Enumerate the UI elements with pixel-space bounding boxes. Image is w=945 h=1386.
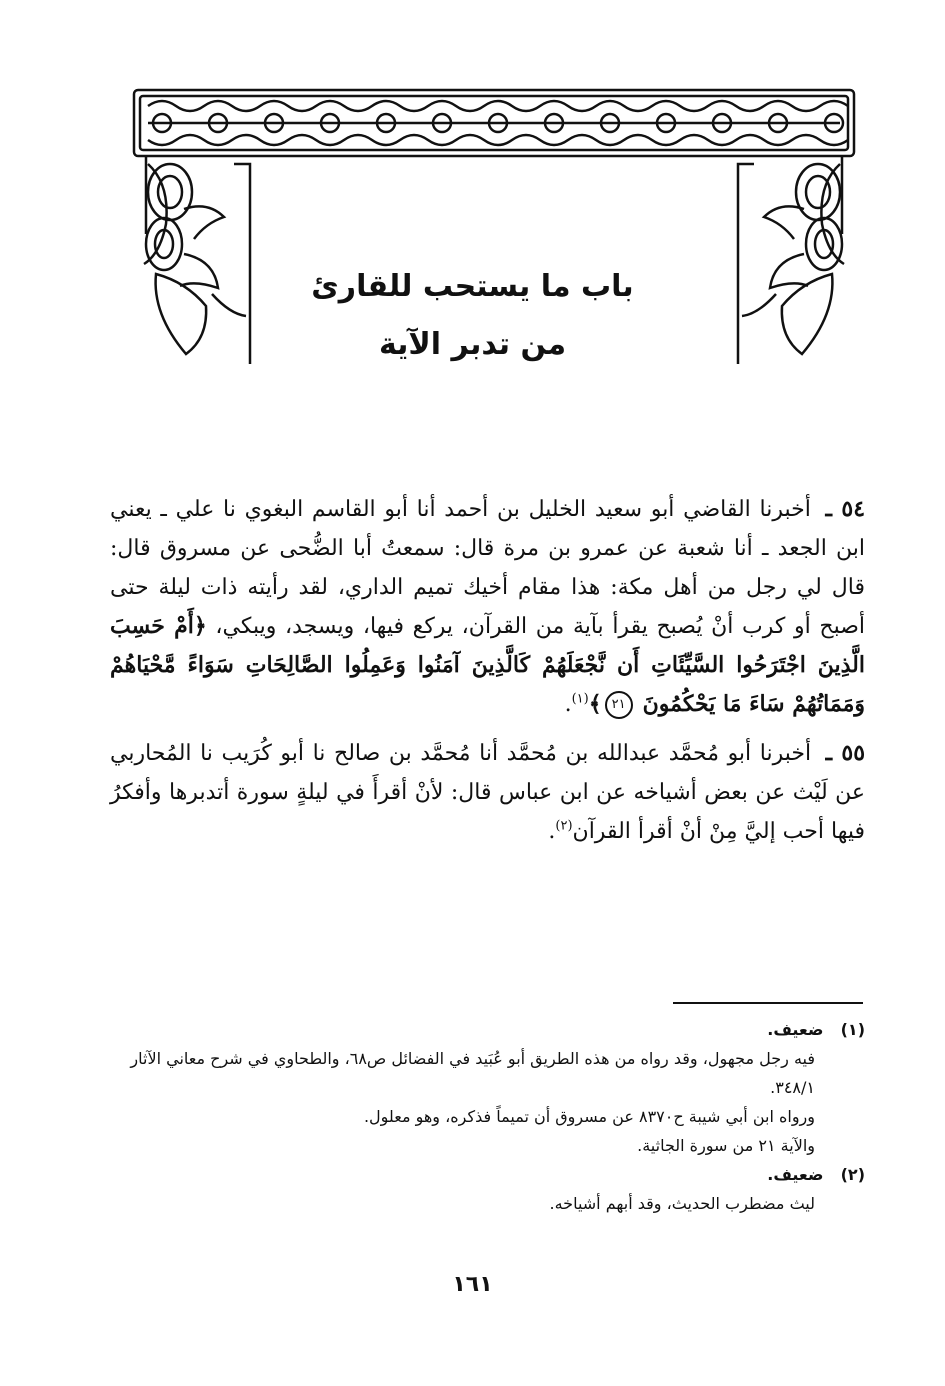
footnote-text: والآية ٢١ من سورة الجاثية. <box>637 1136 815 1155</box>
quran-verse: ﴿أَمْ حَسِبَ الَّذِينَ اجْتَرَحُوا السَّيِّئَاتِ أَن نَّجْعَلَهُمْ كَالَّذِينَ آمَنُوا وَعَمِلُوا الصَّالِحَاتِ سَوَاءً مَّحْيَاهُمْ وَمَمَاتُهُمْ سَاءَ مَا يَحْكُمُونَ <box>110 613 865 717</box>
footnote-ref: (٢) <box>555 818 573 834</box>
hadith-number: ٥٥ ـ <box>825 740 866 766</box>
footnote-text: ليث مضطرب الحديث، وقد أبهم أشياخه. <box>549 1194 815 1213</box>
footnote-number: (٢) <box>840 1165 865 1184</box>
chapter-title-line-2: من تدبر الآية <box>378 327 567 362</box>
hadith-55 <box>110 734 865 851</box>
hadith-number: ٥٤ ـ <box>825 496 866 522</box>
footnote-grade: ضعيف. <box>767 1020 824 1039</box>
footnote-2 <box>110 1160 865 1218</box>
footnote-text: ورواه ابن أبي شيبة ح٨٣٧٠ عن مسروق أن تميماً فذكره، وهو معلول. <box>363 1107 815 1126</box>
footnote-1 <box>110 1015 865 1160</box>
chapter-title-line-1: باب ما يستحب للقارئ <box>311 269 634 304</box>
footnote-text: فيه رجل مجهول، وقد رواه من هذه الطريق أبو عُبَيد في الفضائل ص٦٨، والطحاوي في شرح معاني الآثار ٣٤٨/١. <box>130 1049 815 1097</box>
chapter-title <box>200 258 745 374</box>
footnote-ref: (١) <box>571 691 589 707</box>
sentence-end: . <box>548 819 556 844</box>
quran-close-bracket: ﴾ <box>588 691 602 717</box>
footnote-number: (١) <box>840 1020 865 1039</box>
footnote-divider <box>673 1002 863 1004</box>
sentence-end: . <box>564 692 572 717</box>
hadith-54 <box>110 490 865 724</box>
hadith-text: أخبرنا أبو مُحمَّد عبدالله بن مُحمَّد أنا مُحمَّد بن صالح نا أبو كُرَيب نا المُحاربي عن لَيْث عن بعض أشياخه عن ابن عباس قال: لأنْ أقرأَ في ليلةٍ سورة أتدبرها وأفكرُ فيها أحب إليَّ مِنْ أنْ أقرأ القرآن <box>110 741 865 844</box>
page-number: ١٦١ <box>452 1272 493 1297</box>
main-text <box>110 490 865 861</box>
footnotes <box>110 1015 865 1218</box>
hadith-text: أخبرنا القاضي أبو سعيد الخليل بن أحمد أنا أبو القاسم البغوي نا علي ـ يعني ابن الجعد ـ أنا شعبة عن عمرو بن مرة قال: سمعتُ أبا الضُّحى عن مسروق قال: قال لي رجل من أهل مكة: هذا مقام أخيك تميم الداري، لقد رأيته ذات ليلة حتى أصبح أو كرب أنْ يُصبح يقرأ بآية من القرآن، يركع فيها، ويسجد، ويبكي، <box>110 497 865 639</box>
footnote-grade: ضعيف. <box>767 1165 824 1184</box>
ayah-number-icon: ٢١ <box>605 691 633 719</box>
